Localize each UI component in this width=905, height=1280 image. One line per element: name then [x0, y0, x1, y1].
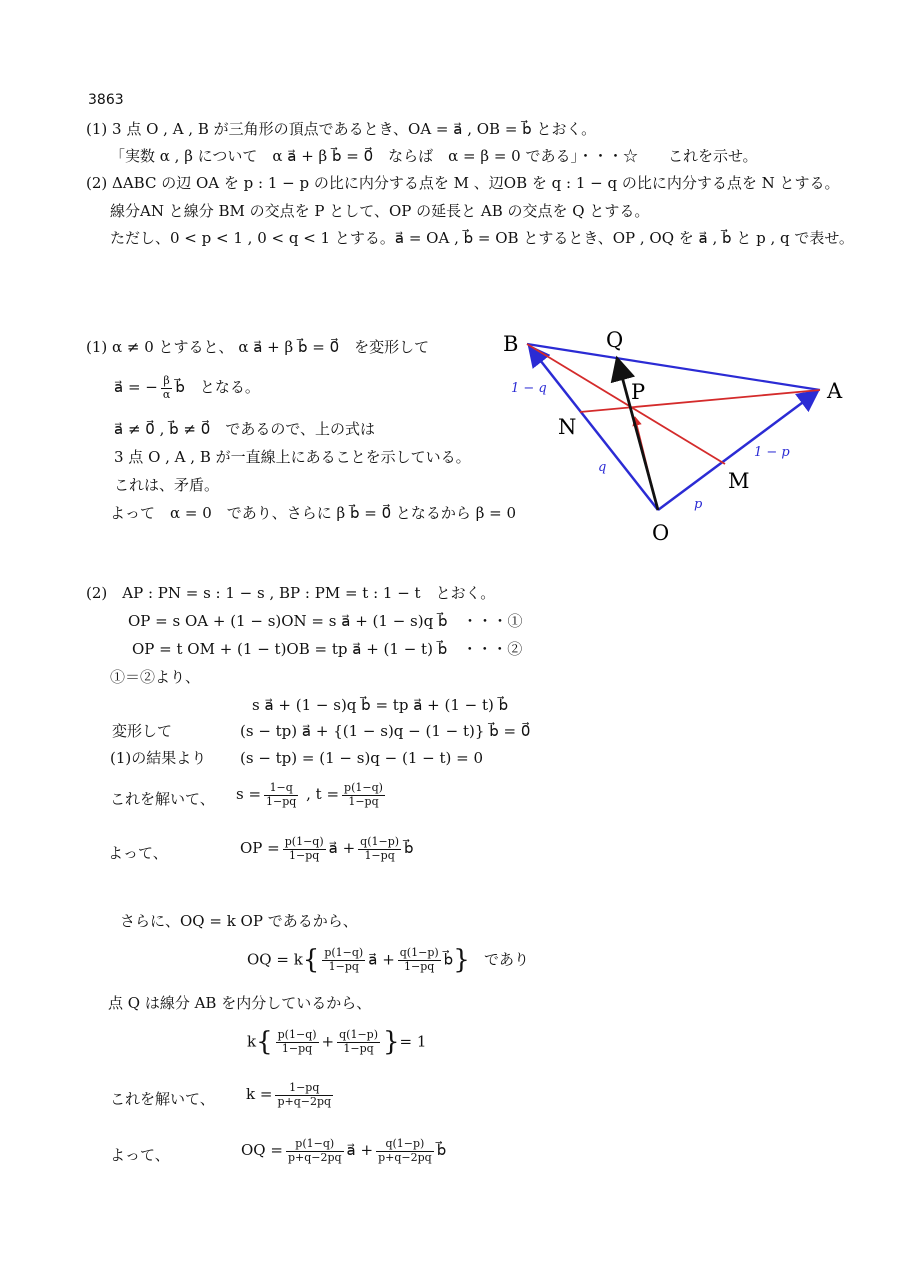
sol2-eq4: (s − tp) a⃗ + {(1 − s)q − (1 − t)} b⃗ = 0⃗ — [240, 722, 531, 740]
cevian-an — [580, 390, 820, 412]
sol2-eq5: (s − tp) = (1 − s)q − (1 − t) = 0 — [240, 749, 484, 767]
label-M: M — [728, 469, 750, 493]
label-Q: Q — [606, 328, 624, 352]
sol2-eq1: OP = s OA + (1 − s)ON = s a⃗ + (1 − s)q b⃗ ・・・① — [128, 612, 523, 630]
problem-part2-line2: 線分AN と線分 BM の交点を P として、OP の延長と AB の交点を Q とする。 — [110, 202, 650, 220]
sol2-oq-k: OQ = k{ $\frac{p(1-q)}{1-pq}$ a⃗ + $\frac{q(1-p)}{1-pq}$ b⃗} であり — [247, 945, 530, 975]
sol2-result-label: (1)の結果より — [110, 749, 207, 767]
sol2-solve-k-label: これを解いて、 — [110, 1090, 215, 1108]
problem-part2-line1: (2) ΔABC の辺 OA を p : 1 − p の比に内分する点を M 、辺OB を q : 1 − q の比に内分する点を N とする。 — [86, 174, 840, 192]
sol1-line6: よって α = 0 であり、さらに β b⃗ = 0⃗ となるから β = 0 — [110, 504, 517, 522]
sol1-line1: (1) α ≠ 0 とすると、 α a⃗ + β b⃗ = 0⃗ を変形して — [86, 338, 430, 356]
sol2-final-label: よって、 — [110, 1146, 170, 1164]
sol2-q-internal: 点 Q は線分 AB を内分しているから、 — [108, 994, 372, 1012]
ratio-label-1-q: 1 − q — [511, 381, 547, 396]
sol2-line1: (2) AP : PN = s : 1 − s , BP : PM = t : 1 − t とおく。 — [86, 584, 496, 602]
label-P: P — [631, 380, 646, 404]
sol2-solve-label: これを解いて、 — [110, 790, 215, 808]
sol2-st-values: s = $\frac{1-q}{1-pq}$ , t = $\frac{p(1-q)}{1-pq}$ — [236, 781, 383, 808]
sol1-line5: これは、矛盾。 — [114, 476, 220, 494]
triangle-diagram — [495, 320, 855, 550]
label-O: O — [652, 521, 670, 545]
sol2-transform-label: 変形して — [112, 722, 173, 740]
problem-part2-line3: ただし、0 < p < 1 , 0 < q < 1 とする。a⃗ = OA , b⃗ = OB とするとき、OP , OQ を a⃗ , b⃗ と p , q で表せ。 — [110, 229, 854, 247]
sol2-equate: ①＝②より、 — [110, 668, 201, 686]
ratio-label-1-p: 1 − p — [754, 445, 790, 460]
sol2-eq2: OP = t OM + (1 − t)OB = tp a⃗ + (1 − t) b⃗ ・・・② — [132, 640, 523, 658]
label-N: N — [558, 415, 577, 439]
sol2-hence-label: よって、 — [108, 844, 168, 862]
sol1-line3: a⃗ ≠ 0⃗ , b⃗ ≠ 0⃗ であるので、上の式は — [114, 420, 376, 438]
sol2-op-result: OP = $\frac{p(1-q)}{1-pq}$ a⃗ + $\frac{q(1-p)}{1-pq}$ b⃗ — [240, 835, 414, 862]
sol2-oq-final: OQ = $\frac{p(1-q)}{p+q-2pq}$ a⃗ + $\frac{q(1-p)}{p+q-2pq}$ b⃗ — [241, 1137, 447, 1164]
ratio-label-p: p — [694, 497, 703, 512]
problem-part1-line2: 「実数 α , β について α a⃗ + β b⃗ = 0⃗ ならば α = β = 0 である」・・・☆ これを示せ。 — [110, 147, 758, 165]
side-ab — [527, 344, 820, 390]
label-A: A — [827, 379, 843, 403]
label-B: B — [503, 332, 519, 356]
problem-number: 3863 — [88, 92, 124, 108]
sol1-line2: a⃗ = − $\frac{\beta}{\alpha}$ b⃗ となる。 — [114, 374, 260, 401]
sol2-k-value: k = $\frac{1-pq}{p+q-2pq}$ — [246, 1081, 332, 1108]
problem-part1-line1: (1) 3 点 O , A , B が三角形の頂点であるとき、OA = a⃗ , OB = b⃗ とおく。 — [86, 120, 597, 138]
sol2-k-equation: k{ $\frac{p(1-q)}{1-pq}$ + $\frac{q(1-p)}{1-pq}$ }= 1 — [247, 1027, 427, 1057]
side-ob — [529, 346, 658, 510]
sol2-eq3: s a⃗ + (1 − s)q b⃗ = tp a⃗ + (1 − t) b⃗ — [252, 696, 509, 714]
sol2-oq-intro: さらに、OQ = k OP であるから、 — [120, 912, 358, 930]
ratio-label-q: q — [598, 460, 607, 475]
cevian-bm — [527, 344, 725, 464]
sol1-line4: 3 点 O , A , B が一直線上にあることを示している。 — [114, 448, 471, 466]
